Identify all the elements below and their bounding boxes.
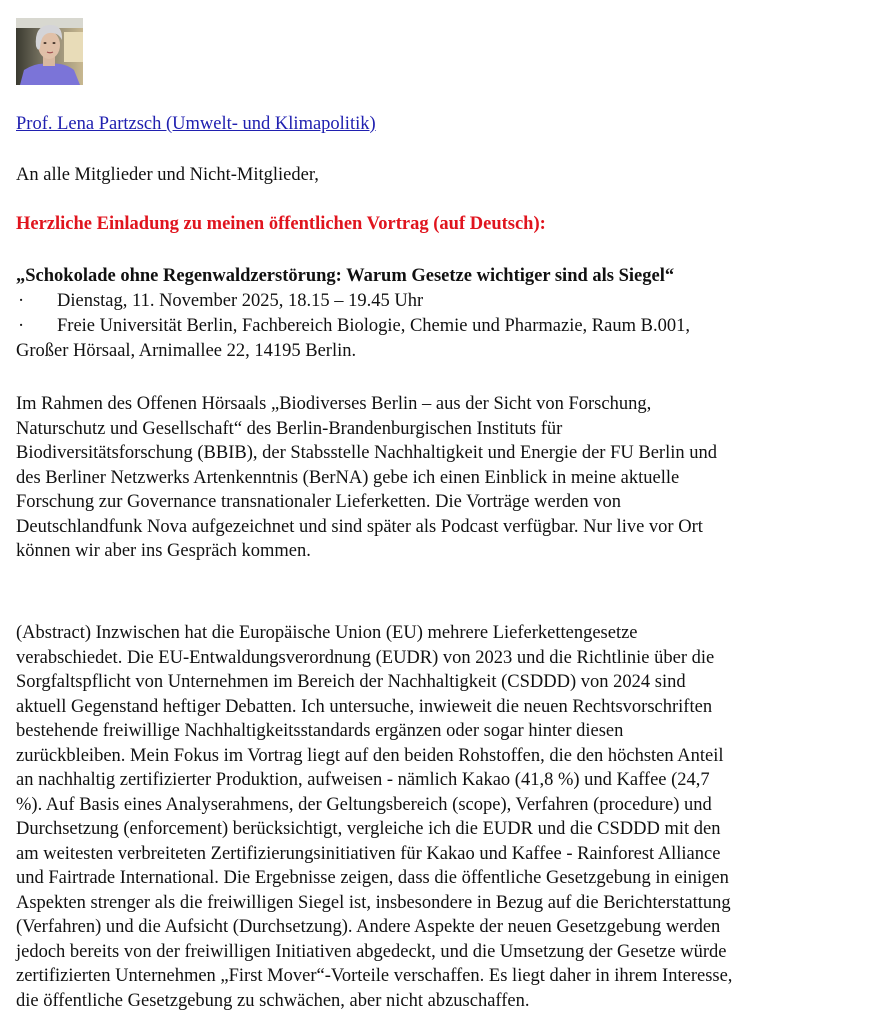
abstract-line: und Fairtrade International. Die Ergebnisse zeigen, dass die öffentliche Gesetzgebung in einigen — [16, 868, 729, 888]
abstract-line: Durchsetzung (enforcement) berücksichtigt, vergleiche ich die EUDR und die CSDDD mit den — [16, 819, 721, 839]
intro-line: können wir aber ins Gespräch kommen. — [16, 541, 311, 561]
intro-line: Forschung zur Governance transnationaler Lieferketten. Die Vorträge werden von — [16, 492, 621, 512]
abstract-line: am weitesten verbreiteten Zertifizierungsinitiativen für Kakao und Kaffee - Rainforest Alliance — [16, 843, 721, 864]
abstract-line: zertifizierten Unternehmen „First Mover“-Vorteile verschaffen. Es liegt daher in ihrem Interesse, — [16, 966, 733, 986]
abstract-line: Aspekten strenger als die freiwilligen Siegel ist, insbesondere in Bezug auf die Berichterstattung — [16, 892, 731, 913]
abstract-line: an nachhaltig zertifizierter Produktion, aufweisen - nämlich Kakao (41,8 %) und Kaffee (24,7 — [16, 770, 710, 790]
intro-line: des Berliner Netzwerks Artenkenntnis (BerNA) gebe ich einen Einblick in meine aktuelle — [16, 467, 680, 488]
abstract-line: Sorgfaltspflicht von Unternehmen im Bereich der Nachhaltigkeit (CSDDD) von 2024 sind — [16, 672, 686, 692]
event-location-item — [16, 314, 690, 339]
event-date: Dienstag, 11. November 2025, 18.15 – 19.45 Uhr — [57, 291, 424, 311]
event-location-continued: Großer Hörsaal, Arnimallee 22, 14195 Berlin. — [16, 341, 357, 361]
greeting: An alle Mitglieder und Nicht-Mitglieder, — [16, 165, 319, 185]
intro-paragraph — [16, 392, 866, 564]
abstract-line: verabschiedet. Die EU-Entwaldungsverordnung (EUDR) von 2023 und die Richtlinie über die — [16, 647, 715, 668]
portrait-image — [16, 18, 83, 85]
intro-line: Biodiversitätsforschung (BBIB), der Stabsstelle Nachhaltigkeit und Energie der FU Berlin und — [16, 443, 717, 463]
abstract-line: aktuell Gegenstand heftiger Debatten. Ich untersuche, inwieweit die neuen Rechtsvorschriften — [16, 696, 713, 717]
abstract-line: bestehende freiwillige Nachhaltigkeitsstandards ergänzen oder sogar hinter diesen — [16, 721, 624, 741]
abstract-line: %). Auf Basis eines Analyserahmens, der Geltungsbereich (scope), Verfahren (procedure) und — [16, 794, 712, 815]
author-profile-link[interactable]: Prof. Lena Partzsch (Umwelt- und Klimapolitik) — [16, 114, 376, 134]
intro-line: Naturschutz und Gesellschaft“ des Berlin-Brandenburgischen Instituts für — [16, 418, 563, 439]
abstract-line: (Verfahren) und die Aufsicht (Durchsetzung). Andere Aspekte der neuen Gesetzgebung werden — [16, 917, 721, 937]
invitation-heading: Herzliche Einladung zu meinen öffentlichen Vortrag (auf Deutsch): — [16, 214, 546, 234]
abstract-line: jedoch bereits von der freiwilligen Initiativen abgedeckt, und die Umsetzung der Gesetze würde — [16, 941, 727, 962]
abstract-line: die öffentliche Gesetzgebung zu schwächen, aber nicht abzuschaffen. — [16, 990, 530, 1011]
intro-line: Im Rahmen des Offenen Hörsaals „Biodiverses Berlin – aus der Sicht von Forschung, — [16, 394, 652, 414]
intro-line: Deutschlandfunk Nova aufgezeichnet und sind später als Podcast verfügbar. Nur live vor Ort — [16, 516, 703, 537]
bullet-icon: · — [18, 316, 25, 336]
talk-title: „Schokolade ohne Regenwaldzerstörung: Warum Gesetze wichtiger sind als Siegel“ — [16, 266, 675, 286]
event-date-item — [16, 289, 423, 314]
event-location: Freie Universität Berlin, Fachbereich Biologie, Chemie und Pharmazie, Raum B.001, — [57, 316, 690, 336]
abstract-line: zurückbleiben. Mein Fokus im Vortrag liegt auf den beiden Rohstoffen, die den höchsten Anteil — [16, 745, 724, 766]
abstract-line: (Abstract) Inzwischen hat die Europäische Union (EU) mehrere Lieferkettengesetze — [16, 623, 638, 643]
bullet-icon: · — [18, 291, 25, 311]
author-photo — [16, 18, 83, 85]
abstract-paragraph — [16, 621, 866, 1013]
